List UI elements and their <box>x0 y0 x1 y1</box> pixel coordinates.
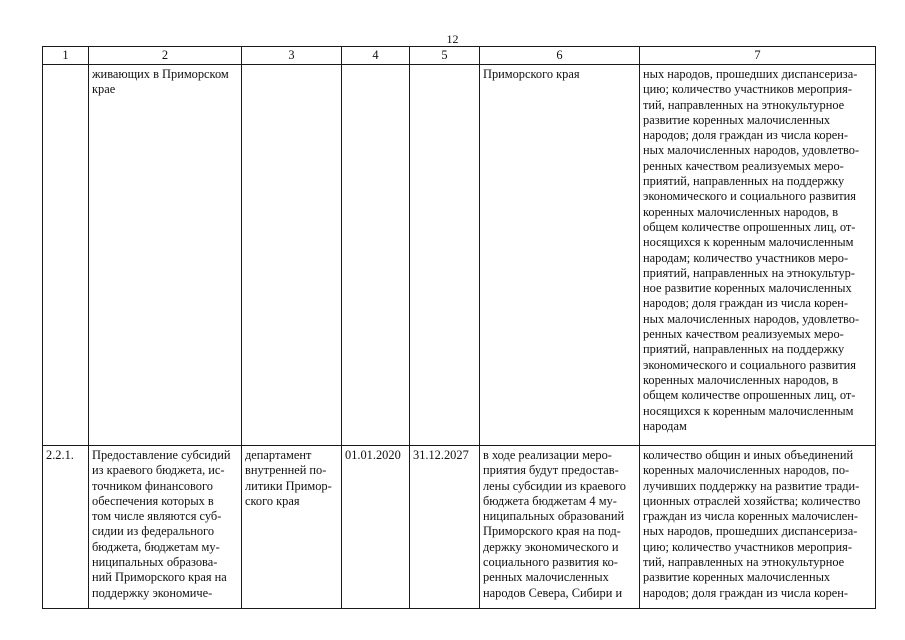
end-date-cell: 31.12.2027 <box>410 446 480 609</box>
column-header: 6 <box>480 47 640 65</box>
start-date-cell <box>342 65 410 446</box>
start-date-cell: 01.01.2020 <box>342 446 410 609</box>
column-header: 7 <box>640 47 876 65</box>
expected-result-cell: в ходе реализации меро- приятия будут предостав- лены субсидии из краевого бюджета бюджетам 4 му- ниципальных образований Приморского края на под- держку экономического и социального развития ко- ренных малочисленных народов Севера, Сибири и <box>480 446 640 609</box>
header-row <box>43 47 876 65</box>
end-date-cell <box>410 65 480 446</box>
responsible-cell: департамент внутренней по- литики Примор- ского края <box>242 446 342 609</box>
page-bottom-margin <box>0 609 905 640</box>
column-header: 5 <box>410 47 480 65</box>
column-header: 2 <box>89 47 242 65</box>
expected-result-cell: Приморского края <box>480 65 640 446</box>
responsible-cell <box>242 65 342 446</box>
column-header: 3 <box>242 47 342 65</box>
table-row <box>43 446 876 609</box>
activity-name-cell: живающих в Приморском крае <box>89 65 242 446</box>
table-row <box>43 65 876 446</box>
column-header: 4 <box>342 47 410 65</box>
row-number-cell <box>43 65 89 446</box>
indicators-cell: ных народов, прошедших диспансеризa- цию; количество участников мероприя- тий, направленных на этнокультурное развитие коренных малочисленных народов; доля граждан из числа корен- ных малочисленных народов, удовлетво- ренных качеством реализуемых меро- приятий, направленных на поддержку экономического и социального развития коренных малочисленных народов, в общем количестве опрошенных лиц, от- носящихся к коренным малочисленным народам; количество участников меро- приятий, направленных на этнокультур- ное развитие коренных малочисленных народов; доля граждан из числа корен- ных малочисленных народов, удовлетво- ренных качеством реализуемых меро- приятий, направленных на поддержку экономического и социального развития коренных малочисленных народов, в общем количестве опрошенных лиц, от- носящихся к коренным малочисленным народам <box>640 65 876 446</box>
data-table <box>42 46 876 609</box>
activity-name-cell: Предоставление субсидий из краевого бюджета, ис- точником финансового обеспечения которых в том числе являются суб- сидии из федерального бюджета, бюджетам му- ниципальных образова- ний Приморского края на поддержку экономиче- <box>89 446 242 609</box>
row-number-cell: 2.2.1. <box>43 446 89 609</box>
page-number: 12 <box>446 32 459 46</box>
column-header: 1 <box>43 47 89 65</box>
indicators-cell: количество общин и иных объединений коренных малочисленных народов, по- лучивших поддержку на развитие тради- ционных отраслей хозяйства; количество граждан из числа коренных малочислен- ных народов, прошедших диспансериза- цию; количество участников мероприя- тий, направленных на этнокультурное развитие коренных малочисленных народов; доля граждан из числа корен- <box>640 446 876 609</box>
